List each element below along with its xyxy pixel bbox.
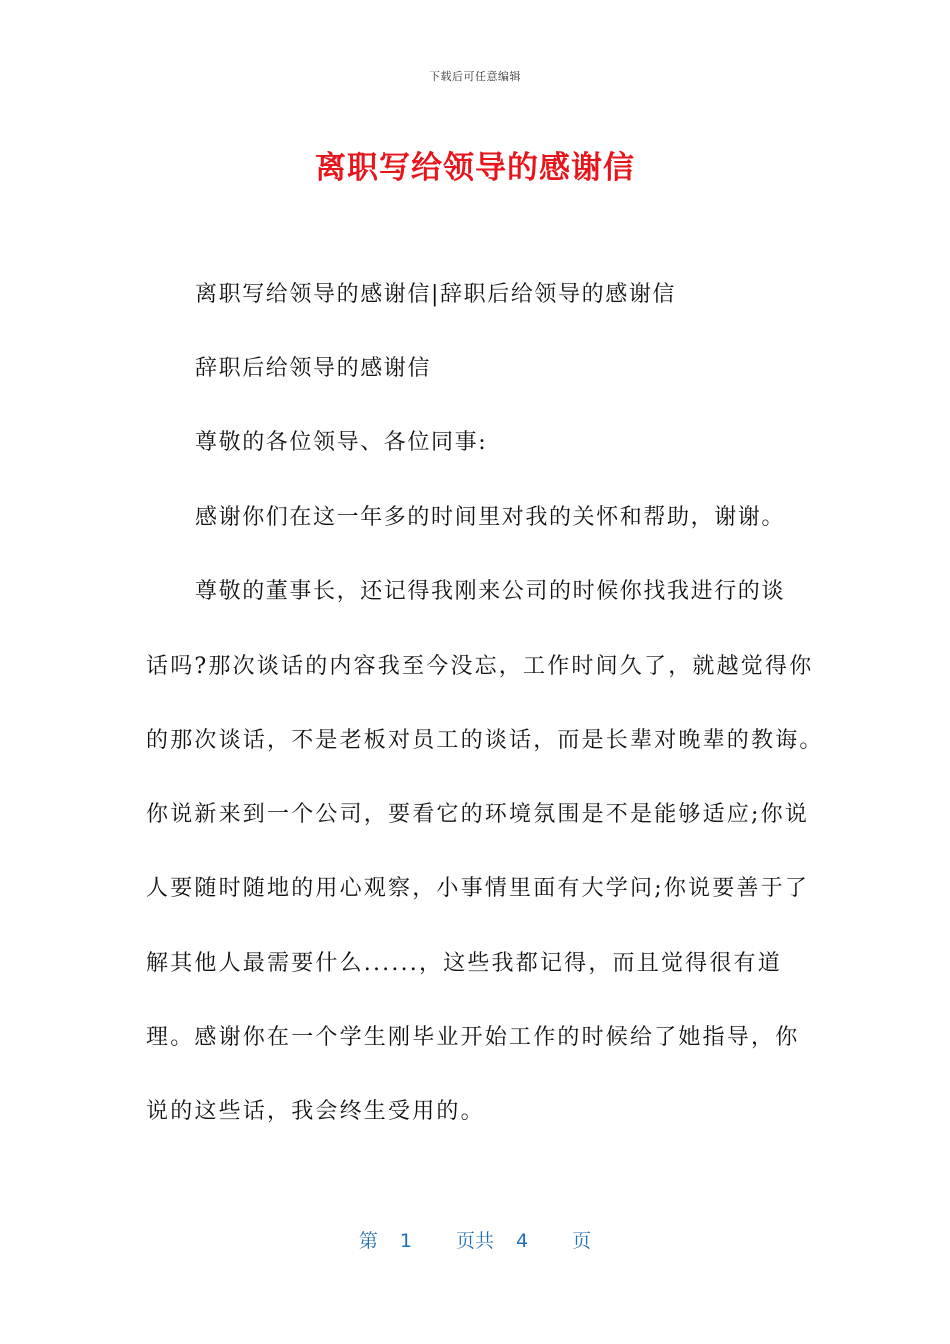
paragraph-subtitle: 离职写给领导的感谢信|辞职后给领导的感谢信	[195, 282, 677, 307]
document-title: 离职写给领导的感谢信	[315, 150, 635, 186]
paragraph-body-first-line: 尊敬的董事长，还记得我刚来公司的时候你找我进行的谈	[195, 579, 786, 604]
paragraph-heading: 辞职后给领导的感谢信	[195, 356, 432, 381]
footer-prefix: 第	[358, 1230, 378, 1252]
footer-mid: 页共	[455, 1230, 494, 1252]
footer-suffix: 页	[572, 1230, 592, 1252]
footer-total-pages: 4	[516, 1230, 529, 1252]
paragraph-thanks: 感谢你们在这一年多的时间里对我的关怀和帮助，谢谢。	[195, 505, 786, 530]
paragraph-salutation: 尊敬的各位领导、各位同事:	[195, 430, 488, 455]
body-line: 的那次谈话，不是老板对员工的谈话，而是长辈对晚辈的教诲。	[146, 728, 824, 753]
body-line: 你说新来到一个公司，要看它的环境氛围是不是能够适应;你说	[146, 802, 810, 827]
body-line: 说的这些话，我会终生受用的。	[146, 1099, 485, 1124]
footer-page-number: 1	[399, 1230, 412, 1252]
body-line: 解其他人最需要什么......，这些我都记得，而且觉得很有道	[146, 951, 782, 976]
header-note: 下载后可任意编辑	[429, 70, 521, 83]
body-line: 话吗?那次谈话的内容我至今没忘，工作时间久了，就越觉得你	[146, 654, 814, 679]
body-line: 理。感谢你在一个学生刚毕业开始工作的时候给了她指导，你	[146, 1025, 800, 1050]
body-line: 人要随时随地的用心观察，小事情里面有大学问;你说要善于了	[146, 876, 810, 901]
page-footer	[0, 1226, 950, 1253]
